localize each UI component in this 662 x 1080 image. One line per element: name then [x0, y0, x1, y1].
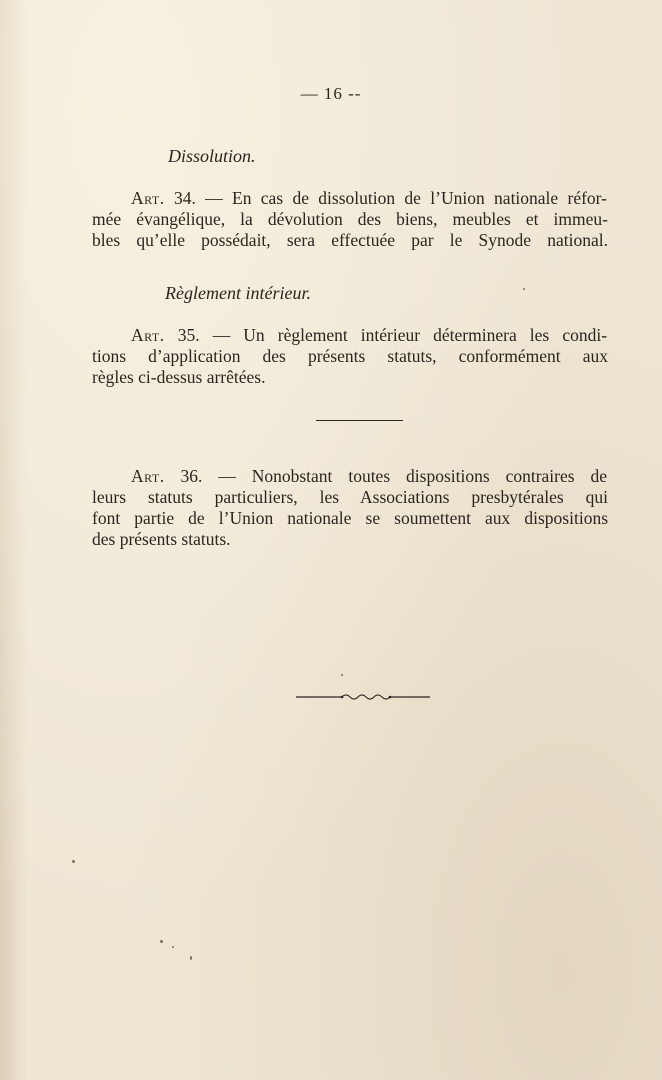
paper-speck — [172, 946, 174, 948]
article-text: — Un règlement intérieur déterminera les condi- — [212, 325, 608, 345]
article-36 — [131, 466, 607, 487]
article-number: 36. — [180, 466, 203, 486]
page-number: — 16 -- — [300, 84, 362, 103]
article-34 — [131, 188, 607, 209]
article-36-line-3: font partie de l’Union nationale se soumettent aux dispositions — [92, 508, 608, 528]
article-35 — [131, 325, 607, 346]
article-34-line-2: mée évangélique, la dévolution des biens, meubles et immeu- — [92, 209, 608, 229]
article-text: — Nonobstant toutes dispositions contraires de — [218, 466, 607, 486]
article-label: Art. — [131, 188, 165, 208]
paper-speck — [341, 674, 343, 676]
closing-ornament-icon — [296, 690, 430, 704]
article-35-cont — [92, 346, 608, 388]
article-35-line-2: tions d’application des présents statuts, conformément aux — [92, 346, 608, 366]
section-separator-rule — [316, 420, 403, 421]
article-34-cont — [92, 209, 608, 251]
paper-speck — [160, 940, 163, 943]
section-heading-reglement: Règlement intérieur. — [165, 283, 311, 303]
article-34-line-3: bles qu’elle possédait, sera effectuée par le Synode national. — [92, 230, 608, 250]
article-label: Art. — [131, 466, 165, 486]
paper-speck — [190, 956, 192, 960]
article-number: 35. — [177, 325, 200, 345]
article-36-line-4: des présents statuts. — [92, 529, 231, 549]
article-36-line-2: leurs statuts particuliers, les Associations presbytérales qui — [92, 487, 608, 507]
article-36-cont — [92, 487, 608, 550]
article-35-line-3: règles ci-dessus arrêtées. — [92, 367, 266, 387]
article-35-line-1 — [131, 325, 607, 346]
paper-speck — [523, 288, 525, 290]
section-heading-dissolution: Dissolution. — [168, 146, 256, 166]
article-text: — En cas de dissolution de l’Union nationale réfor- — [205, 188, 607, 208]
article-number: 34. — [173, 188, 196, 208]
article-label: Art. — [131, 325, 165, 345]
paper-speck — [72, 860, 75, 863]
article-34-line-1 — [131, 188, 607, 209]
article-36-line-1 — [131, 466, 607, 487]
